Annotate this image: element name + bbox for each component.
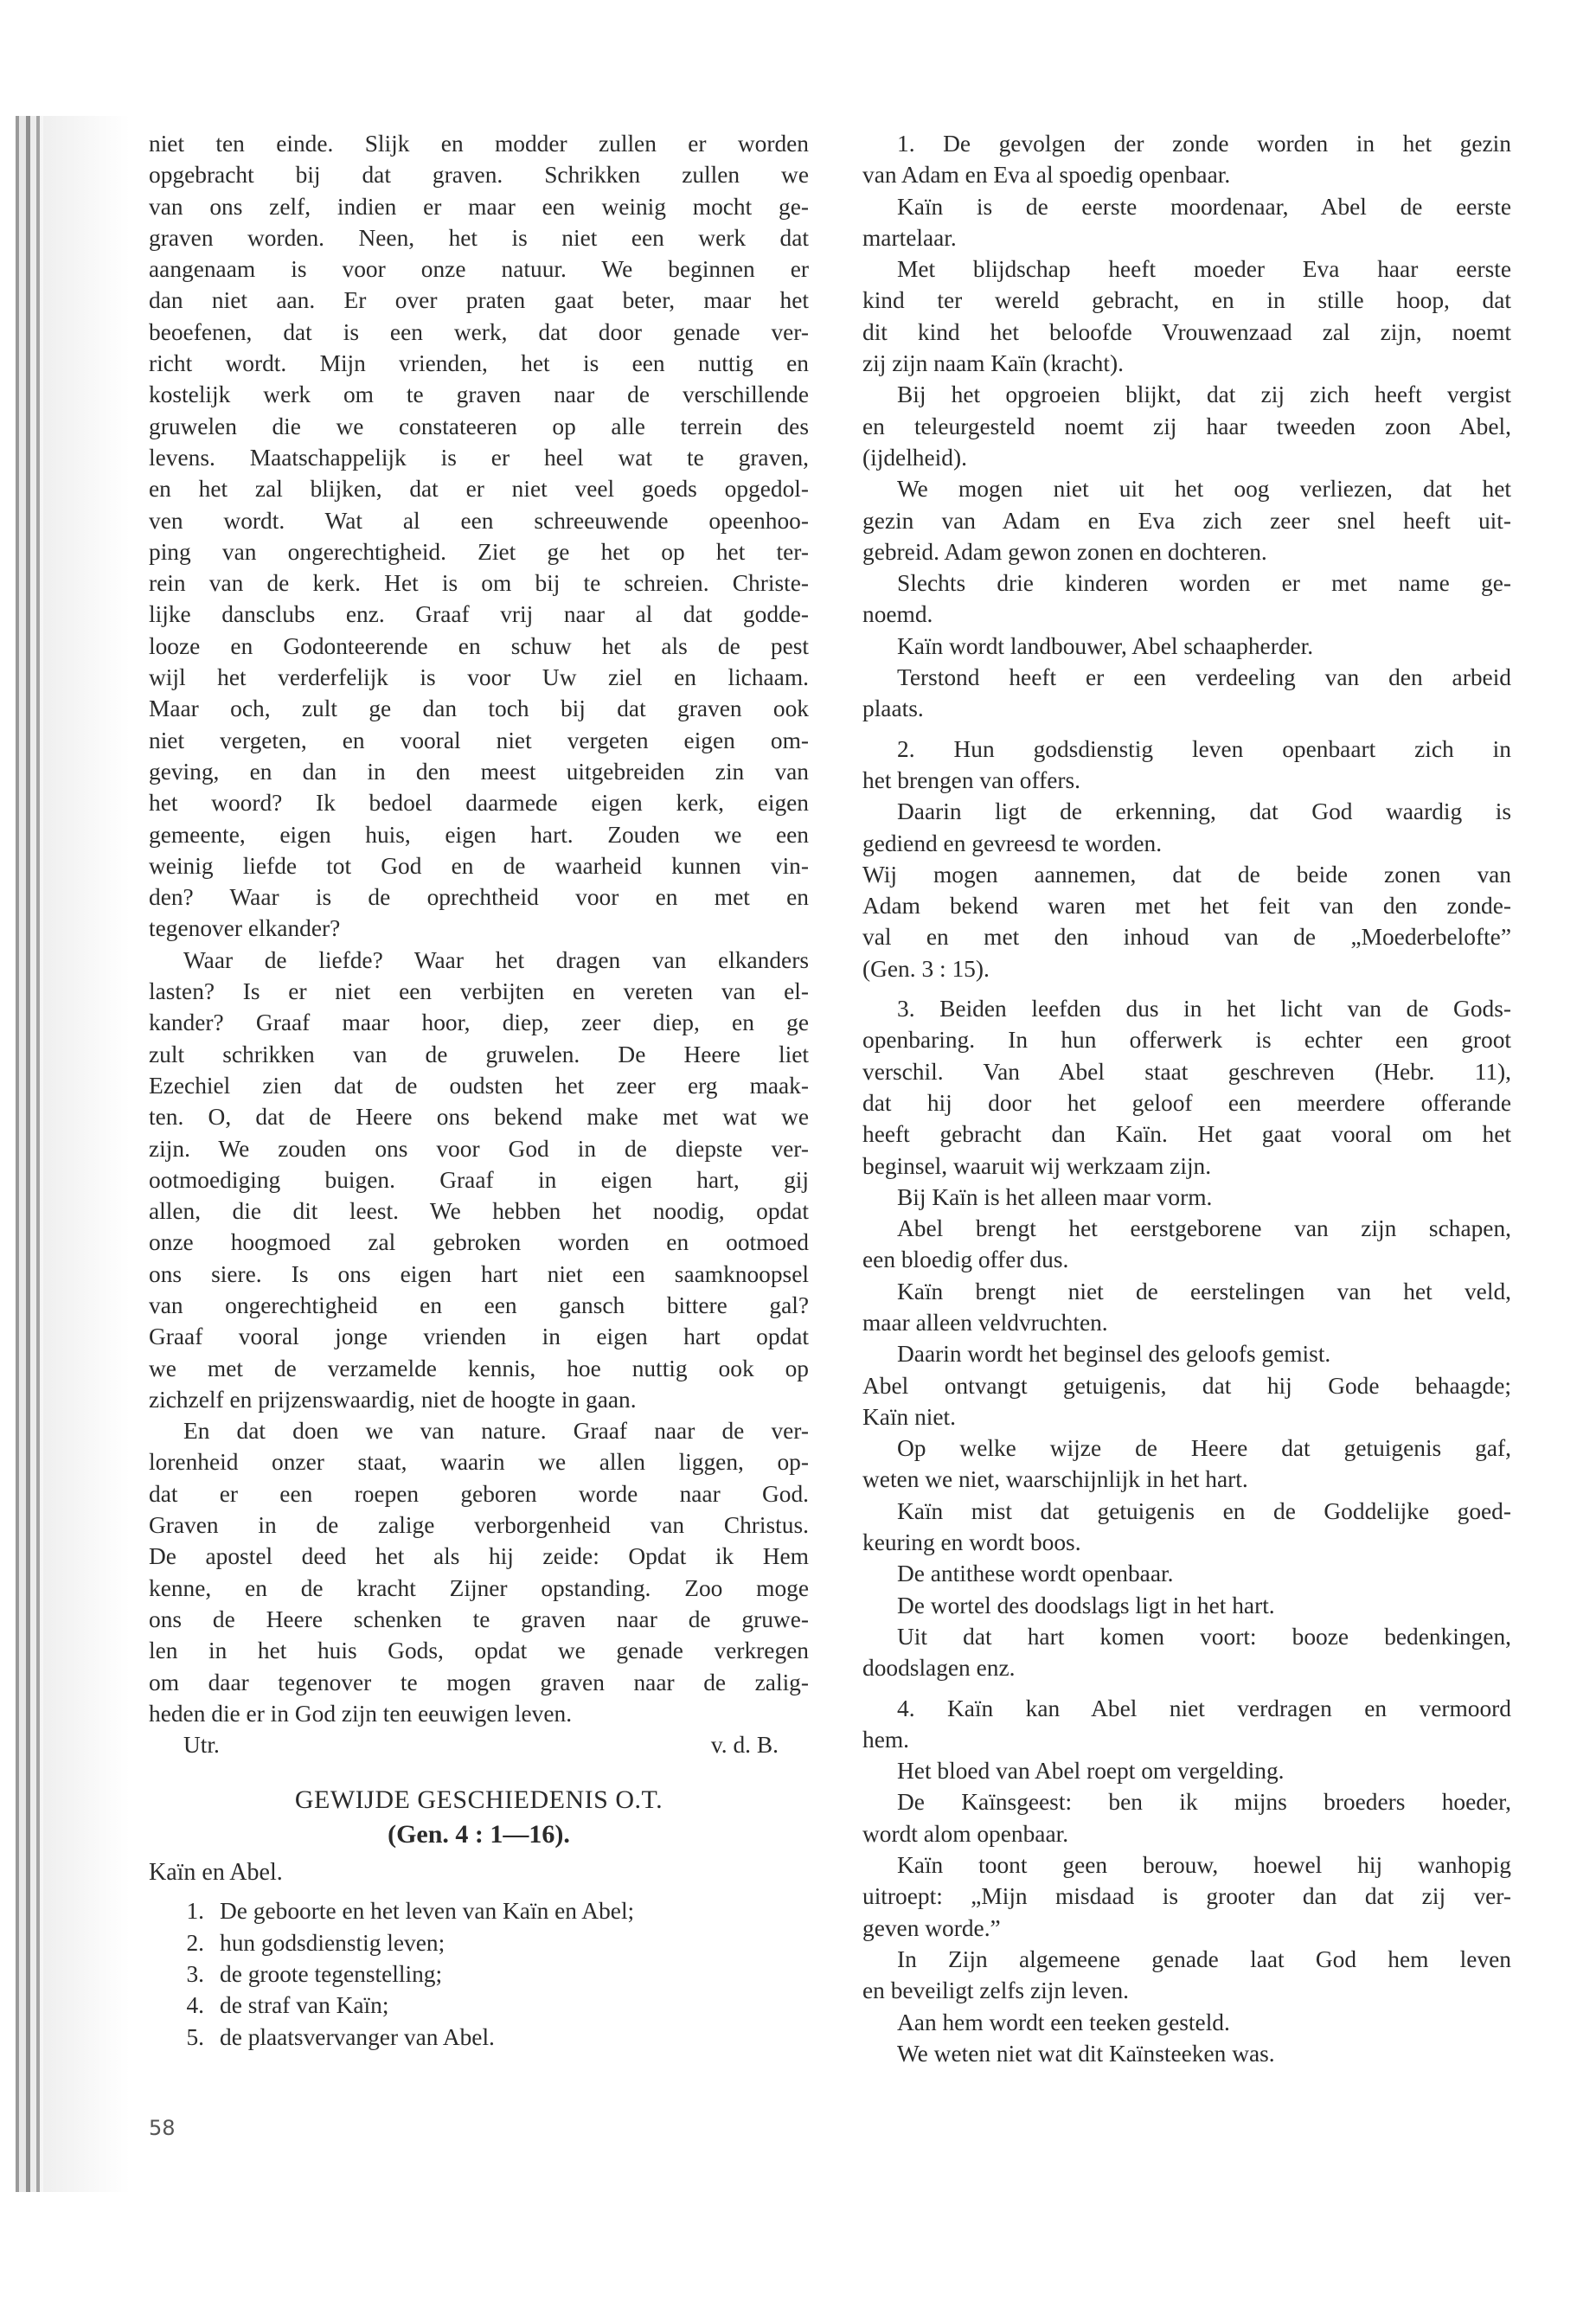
paragraph [862, 2007, 1511, 2038]
text-line: Daarin ligt de erkenning, dat God waardig is [897, 798, 1511, 825]
text-line: wijl het verderfelijk is voor Uw ziel en lichaam. [149, 664, 809, 691]
text-line: richt wordt. Mijn vrienden, het is een nuttig en [149, 350, 809, 377]
paragraph [862, 191, 1511, 254]
page-number: 58 [149, 2116, 176, 2140]
text-line: dat er een roepen geboren worde naar God. [149, 1480, 809, 1507]
paragraph-gap [862, 1684, 1511, 1693]
text-line: plaats. [862, 695, 924, 722]
text-line: Waar de liefde? Waar het dragen van elkanders [183, 946, 809, 973]
text-line: (ijdelheid). [862, 444, 967, 471]
outline-text: de groote tegenstelling; [220, 1961, 443, 1988]
right-column [862, 128, 1511, 2069]
text-line: beginsel, waaruit wij werkzaam zijn. [862, 1152, 1212, 1179]
text-line: val en met den inhoud van de „Moederbelofte” [862, 924, 1511, 951]
left-column [149, 128, 809, 2053]
text-line: rein van de kerk. Het is om bij te schreien. Christe- [149, 570, 809, 597]
outline-item [149, 1990, 809, 2021]
paragraph [862, 1370, 1511, 1433]
paragraph [862, 1213, 1511, 1276]
text-line: 4. Kaïn kan Abel niet verdragen en vermoord [897, 1695, 1511, 1721]
text-line: De apostel deed het als hij zeide: Opdat ik Hem [149, 1543, 809, 1570]
outline-number: 2. [186, 1929, 204, 1956]
text-line: Terstond heeft er een verdeeling van den arbeid [897, 664, 1511, 691]
text-line: looze en Godonteerende en schuw het als de pest [149, 632, 809, 659]
text-line: geving, en dan in den meest uitgebreiden zin van [149, 758, 809, 785]
outline-text: de straf van Kaïn; [220, 1992, 389, 2019]
text-line: we met de verzamelde kennis, hoe nuttig ook op [149, 1355, 809, 1381]
text-line: 3. Beiden leefden dus in het licht van de Gods- [897, 996, 1511, 1022]
text-line: dat hij door het geloof een meerdere offerande [862, 1089, 1511, 1116]
text-line: De antithese wordt openbaar. [897, 1561, 1174, 1587]
text-line: zult schrikken van de gruwelen. De Heere liet [149, 1041, 809, 1067]
text-line: om daar tegenover te mogen graven naar de zalig- [149, 1669, 809, 1695]
text-line: Ezechiel zien dat de oudsten het zeer erg maak- [149, 1072, 809, 1099]
section-outline [149, 1895, 809, 2052]
text-line: En dat doen we van nature. Graaf naar de ver- [183, 1418, 809, 1445]
text-line: De wortel des doodslags ligt in het hart. [897, 1592, 1275, 1618]
text-line: heden die er in God zijn ten eeuwigen leven. [149, 1700, 573, 1727]
paragraph [862, 796, 1511, 859]
text-line: Kaïn niet. [862, 1403, 957, 1430]
text-line: Kaïn brengt niet de eerstelingen van het veld, [897, 1278, 1511, 1304]
text-line: Kaïn wordt landbouwer, Abel schaapherder. [897, 632, 1314, 659]
text-line: Het bloed van Abel roept om vergelding. [897, 1758, 1285, 1785]
text-line: len in het huis Gods, opdat we genade verkregen [149, 1638, 809, 1664]
text-line: martelaar. [862, 224, 957, 251]
text-line: kenne, en de kracht Zijner opstanding. Zoo moge [149, 1574, 809, 1601]
text-line: kostelijk werk om te graven naar de verschillende [149, 381, 809, 408]
paragraph [862, 1786, 1511, 1849]
paragraph [862, 1496, 1511, 1559]
text-line: keuring en wordt boos. [862, 1529, 1081, 1556]
paragraph [862, 1590, 1511, 1621]
text-line: Maar och, zult ge dan toch bij dat graven ook [149, 695, 809, 722]
paragraph [862, 859, 1511, 984]
paragraph [862, 128, 1511, 191]
paragraph [862, 473, 1511, 567]
text-line: openbaring. In hun offerwerk is echter een groot [862, 1027, 1511, 1054]
text-line: Kaïn is de eerste moordenaar, Abel de eerste [897, 193, 1511, 220]
text-line: Kaïn mist dat getuigenis en de Goddelijke goed- [897, 1497, 1511, 1524]
text-line: 2. Hun godsdienstig leven openbaart zich in [897, 735, 1511, 762]
text-line: wordt alom openbaar. [862, 1820, 1069, 1847]
text-line: Op welke wijze de Heere dat getuigenis gaf, [897, 1435, 1511, 1462]
text-line: aangenaam is voor onze natuur. We beginnen er [149, 256, 809, 283]
text-line: niet ten einde. Slijk en modder zullen er worden [149, 131, 809, 157]
paragraph [862, 567, 1511, 631]
text-line: lorenheid onzer staat, waarin we allen liggen, op- [149, 1449, 809, 1476]
text-line: (Gen. 3 : 15). [862, 955, 990, 982]
text-line: maar alleen veldvruchten. [862, 1309, 1108, 1336]
text-line: Slechts drie kinderen worden er met name ge- [897, 570, 1511, 597]
paragraph [862, 1338, 1511, 1369]
gutter-shadow [43, 116, 130, 2192]
text-line: niet vergeten, en vooral niet vergeten eigen om- [149, 727, 809, 753]
text-line: van ongerechtigheid en een gansch bittere gal? [149, 1292, 809, 1318]
paragraph [862, 1558, 1511, 1589]
text-line: gediend en gevreesd te worden. [862, 830, 1163, 856]
paragraph [862, 253, 1511, 379]
section-reference: (Gen. 4 : 1—16). [388, 1820, 570, 1849]
text-line: en beveiligt zelfs zijn leven. [862, 1977, 1130, 2004]
text-line: gruwelen die we constateeren op alle terrein des [149, 413, 809, 439]
text-line: dit kind het beloofde Vrouwenzaad zal zijn, noemt [862, 318, 1511, 345]
text-line: tegenover elkander? [149, 915, 341, 942]
outline-item [149, 1958, 809, 1990]
text-line: beoefenen, dat is een werk, dat door genade ver- [149, 318, 809, 345]
section-title: GEWIJDE GESCHIEDENIS O.T. [294, 1785, 663, 1815]
text-line: weinig liefde tot God en de waarheid kunnen vin- [149, 852, 809, 879]
text-line: gemeente, eigen huis, eigen hart. Zouden we een [149, 821, 809, 848]
text-line: Aan hem wordt een teeken gesteld. [897, 2009, 1230, 2035]
text-line: en het zal blijken, dat er niet veel goeds opgedol- [149, 476, 809, 503]
text-line: een bloedig offer dus. [862, 1247, 1069, 1273]
text-line: verschil. Van Abel staat geschreven (Hebr. 11), [862, 1058, 1511, 1085]
outline-number: 3. [186, 1961, 204, 1988]
paragraph [862, 1849, 1511, 1944]
text-line: zij zijn naam Kaïn (kracht). [862, 350, 1124, 377]
text-line: ootmoediging buigen. Graaf in eigen hart, gij [149, 1166, 809, 1193]
text-line: Daarin wordt het beginsel des geloofs gemist. [897, 1341, 1331, 1368]
paragraph [862, 1944, 1511, 2007]
outline-text: de plaatsvervanger van Abel. [220, 2023, 495, 2050]
text-line: ping van ongerechtigheid. Ziet ge het op het ter- [149, 538, 809, 565]
paragraph [862, 734, 1511, 797]
text-line: Met blijdschap heeft moeder Eva haar eerste [897, 256, 1511, 283]
text-line: Abel brengt het eerstgeborene van zijn schapen, [897, 1215, 1511, 1242]
text-line: We weten niet wat dit Kaïnsteeken was. [897, 2040, 1275, 2067]
section-subtitle: Kaïn en Abel. [149, 1859, 283, 1887]
paragraph-2 [149, 945, 809, 1415]
paragraph [862, 1182, 1511, 1213]
text-line: weten we niet, waarschijnlijk in het hart. [862, 1466, 1248, 1493]
text-line: het brengen van offers. [862, 766, 1080, 793]
text-line: ven wordt. Wat al een schreeuwende opeenhoo- [149, 507, 809, 534]
text-line: van Adam en Eva al spoedig openbaar. [862, 162, 1231, 189]
paragraph [862, 1433, 1511, 1496]
text-line: noemd. [862, 601, 933, 628]
text-line: uitroept: „Mijn misdaad is grooter dan dat zij ver- [862, 1883, 1511, 1910]
paragraph [862, 631, 1511, 662]
text-line: onze hoogmoed zal gebroken worden en ootmoed [149, 1229, 809, 1256]
text-line: gebreid. Adam gewon zonen en dochteren. [862, 538, 1267, 565]
outline-item [149, 1927, 809, 1958]
text-line: hem. [862, 1726, 910, 1753]
text-line: De Kaïnsgeest: ben ik mijns broeders hoeder, [897, 1789, 1511, 1816]
text-line: Graven in de zalige verborgenheid van Christus. [149, 1512, 809, 1539]
text-line: lijke dansclubs enz. Graaf vrij naar al dat godde- [149, 601, 809, 628]
text-line: kander? Graaf maar hoor, diep, zeer diep, en ge [149, 1009, 809, 1036]
outline-text: hun godsdienstig leven; [220, 1929, 445, 1956]
outline-number: 4. [186, 1992, 204, 2019]
text-line: van ons zelf, indien er maar een weinig mocht ge- [149, 193, 809, 220]
outline-text: De geboorte en het leven van Kaïn en Abel; [220, 1898, 635, 1925]
paragraph [862, 662, 1511, 725]
paragraph [862, 1276, 1511, 1339]
paragraph [862, 1621, 1511, 1684]
text-line: zichzelf en prijzenswaardig, niet de hoogte in gaan. [149, 1386, 637, 1413]
text-line: lasten? Is er niet een verbijten en vereten van el- [149, 978, 809, 1005]
outline-number: 5. [186, 2023, 204, 2050]
text-line: graven worden. Neen, het is niet een werk dat [149, 224, 809, 251]
text-line: Abel ontvangt getuigenis, dat hij Gode behaagde; [862, 1372, 1511, 1399]
paragraph [862, 379, 1511, 473]
text-line: Bij het opgroeien blijkt, dat zij zich heeft vergist [897, 381, 1511, 408]
text-line: het woord? Ik bedoel daarmede eigen kerk, eigen [149, 790, 809, 817]
text-line: Bij Kaïn is het alleen maar vorm. [897, 1183, 1213, 1210]
signature-place: Utr. [183, 1732, 220, 1759]
text-line: allen, die dit leest. We hebben het noodig, opdat [149, 1198, 809, 1225]
text-line: Adam bekend waren met het feit van den zonde- [862, 893, 1511, 920]
paragraph-3 [149, 1415, 809, 1729]
text-line: opgebracht bij dat graven. Schrikken zullen we [149, 162, 809, 189]
text-line: ons siere. Is ons eigen hart niet een saamknoopsel [149, 1260, 809, 1287]
text-line: Wij mogen aannemen, dat de beide zonen van [862, 861, 1511, 888]
text-line: geven worde.” [862, 1914, 1001, 1941]
text-line: ten. O, dat de Heere ons bekend make met wat we [149, 1104, 809, 1131]
outline-number: 1. [186, 1898, 204, 1925]
text-line: levens. Maatschappelijk is er heel wat te graven, [149, 444, 809, 471]
signature-author: v. d. B. [710, 1732, 779, 1759]
text-line: doodslagen enz. [862, 1655, 1016, 1682]
signature [149, 1729, 809, 1760]
paragraph [862, 993, 1511, 1182]
text-line: 1. De gevolgen der zonde worden in het gezin [897, 131, 1511, 157]
text-line: kind ter wereld gebracht, en in stille hoop, dat [862, 287, 1511, 314]
text-line: heeft gebracht dan Kaïn. Het gaat vooral om het [862, 1121, 1511, 1148]
text-line: In Zijn algemeene genade laat God hem leven [897, 1945, 1511, 1972]
text-line: Graaf vooral jonge vrienden in eigen hart opdat [149, 1324, 809, 1350]
text-line: gezin van Adam en Eva zich zeer snel heeft uit- [862, 507, 1511, 534]
text-line: dan niet aan. Er over praten gaat beter, maar het [149, 287, 809, 314]
paragraph-gap [862, 984, 1511, 993]
paragraph-gap [862, 725, 1511, 734]
outline-item [149, 1895, 809, 1926]
paragraph [862, 2038, 1511, 2069]
text-line: Kaïn toont geen berouw, hoewel hij wanhopig [897, 1852, 1511, 1879]
text-line: ons de Heere schenken te graven naar de gruwe- [149, 1606, 809, 1632]
text-line: den? Waar is de oprechtheid voor en met en [149, 884, 809, 911]
paragraph [862, 1693, 1511, 1756]
paragraph [862, 1755, 1511, 1786]
text-line: zijn. We zouden ons voor God in de diepste ver- [149, 1135, 809, 1162]
outline-item [149, 2022, 809, 2053]
text-line: en teleurgesteld noemt zij haar tweeden zoon Abel, [862, 413, 1511, 439]
paragraph-1 [149, 128, 809, 945]
text-line: Uit dat hart komen voort: booze bedenkingen, [897, 1623, 1511, 1650]
text-line: We mogen niet uit het oog verliezen, dat het [897, 476, 1511, 503]
